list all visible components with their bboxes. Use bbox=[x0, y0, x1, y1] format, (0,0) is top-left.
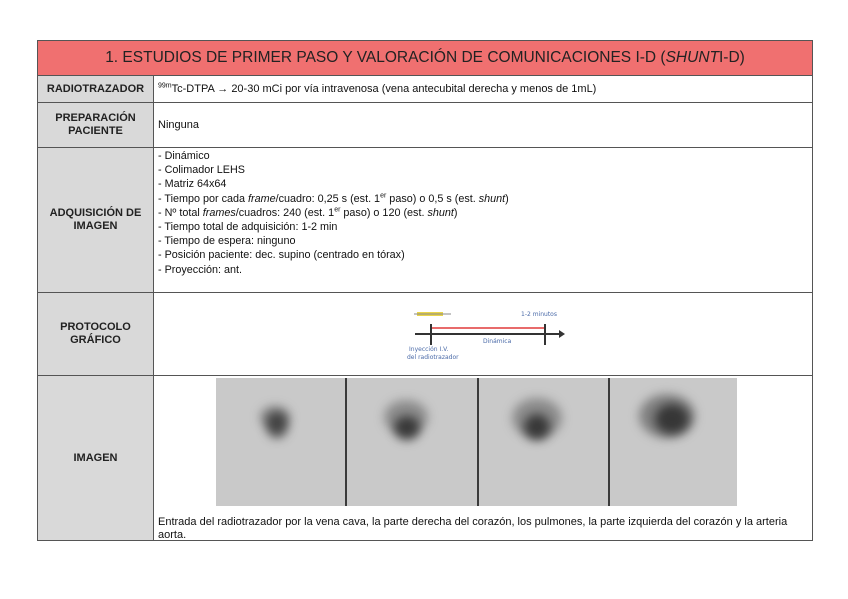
title-emphasis: SHUNT bbox=[665, 49, 719, 66]
acquisition-list bbox=[154, 148, 812, 292]
injection-label: del radiotrazador bbox=[407, 354, 459, 361]
label-preparacion: PREPARACIÓN PACIENTE bbox=[38, 103, 154, 147]
acq-item: - Colimador LEHS bbox=[158, 164, 246, 177]
row-radiotrazador bbox=[38, 76, 812, 103]
acq-item: - Tiempo total de adquisición: 1-2 min bbox=[158, 221, 338, 234]
value-preparacion: Ninguna bbox=[158, 118, 199, 131]
value-radiotrazador: $^{99m}$Tc-DTPA → 20-30 mCi por vía intravenosa (vena antecubital derecha y menos de 1mL) bbox=[158, 81, 597, 95]
frame-divider bbox=[608, 378, 610, 506]
acq-item: - Dinámico bbox=[158, 150, 210, 162]
injection-label: Inyección I.V. bbox=[409, 346, 449, 353]
scan-frame-2 bbox=[346, 378, 476, 506]
acq-item: - Matriz 64x64 bbox=[158, 178, 227, 191]
row-adquisicion bbox=[38, 148, 812, 293]
section-title: 1. ESTUDIOS DE PRIMER PASO Y VALORACIÓN DE COMUNICACIONES I-D ( SHUNT I-D) bbox=[38, 41, 812, 76]
acq-item: - Proyección: ant. bbox=[158, 263, 243, 276]
label-imagen: IMAGEN bbox=[38, 376, 154, 540]
protocol-cell bbox=[154, 293, 812, 375]
label-protocolo: PROTOCOLO GRÁFICO bbox=[38, 293, 154, 375]
protocol-diagram bbox=[393, 293, 573, 375]
scan-frame-1 bbox=[216, 378, 346, 506]
image-caption: Entrada del radiotrazador por la vena cava, la parte derecha del corazón, los pulmones, la parte izquierda del corazón y la arteria aorta. bbox=[158, 516, 788, 541]
acq-item: - Tiempo por cada frame/cuadro: 0,25 s (est. 1er paso) o 0,5 s (est. shunt) bbox=[158, 192, 509, 205]
acq-item: - Nº total frames/cuadros: 240 (est. 1er paso) o 120 (est. shunt) bbox=[158, 206, 458, 219]
row-imagen bbox=[38, 376, 812, 540]
scan-frame-4 bbox=[609, 378, 739, 506]
acq-item: - Tiempo de espera: ninguno bbox=[158, 235, 296, 248]
scan-frame-3 bbox=[478, 378, 608, 506]
scintigraphy-image bbox=[216, 378, 737, 506]
timeline-svg bbox=[393, 293, 573, 375]
frame-divider bbox=[477, 378, 479, 506]
label-adquisicion: ADQUISICIÓN DE IMAGEN bbox=[38, 148, 154, 292]
frame-divider bbox=[345, 378, 347, 506]
phase-label: Dinámica bbox=[483, 338, 512, 345]
image-cell bbox=[154, 376, 812, 540]
arrow-head-icon bbox=[559, 330, 565, 338]
label-radiotrazador: RADIOTRAZADOR bbox=[38, 76, 154, 102]
row-protocolo bbox=[38, 293, 812, 376]
time-label: 1-2 minutos bbox=[521, 311, 557, 318]
row-preparacion bbox=[38, 103, 812, 148]
acq-item: - Posición paciente: dec. supino (centrado en tórax) bbox=[158, 249, 405, 262]
protocol-sheet bbox=[37, 40, 813, 541]
